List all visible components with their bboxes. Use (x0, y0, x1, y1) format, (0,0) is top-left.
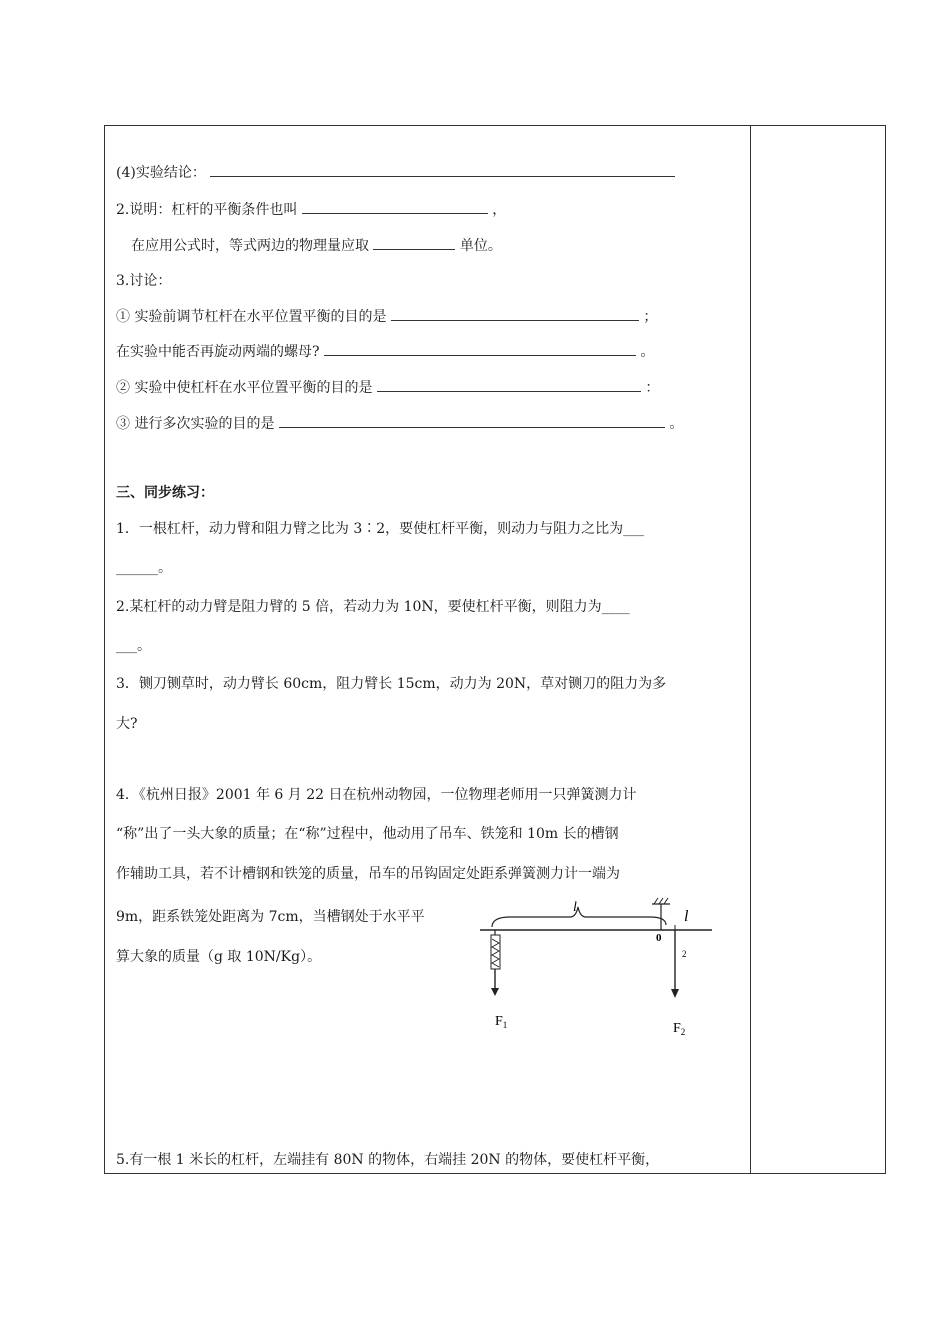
practice-4-line3: 作辅助工具，若不计槽钢和铁笼的质量，吊车的吊钩固定处距系弹簧测力计一端为 (116, 866, 620, 882)
q3-blank[interactable] (279, 413, 665, 428)
hook-hatch-3 (664, 898, 668, 904)
practice-3-line1: 3．铡刀铡草时，动力臂长 60cm，阻力臂长 15cm，动力为 20N，草对铡刀的阻力为多 (116, 676, 667, 692)
spring-scale (491, 935, 500, 969)
practice-heading: 三、同步练习： (116, 485, 214, 501)
discuss-q1b: 在实验中能否再旋动两端的螺母? 。 (116, 341, 654, 362)
hook-hatch-1 (654, 898, 658, 904)
label-f2: $F_2$ (673, 1021, 686, 1037)
label-l1: l (573, 900, 577, 915)
f1-arrowhead (491, 988, 499, 996)
l1-brace (492, 907, 666, 927)
discuss-q3: ③ 进行多次实验的目的是 。 (116, 413, 683, 434)
q1b-blank[interactable] (324, 341, 636, 356)
q1-blank[interactable] (391, 306, 639, 321)
balance-condition-blank[interactable] (302, 199, 488, 214)
practice-3-line2: 大? (116, 716, 138, 732)
label-l2-subscript: 2 (682, 949, 687, 959)
practice-5-line1: 5.有一根 1 米长的杠杆，左端挂有 80N 的物体，右端挂 20N 的物体，要使杠杆平衡， (116, 1152, 660, 1168)
discuss-label: 3.讨论： (116, 273, 172, 289)
conclusion-blank[interactable] (210, 162, 675, 177)
discuss-q2: ② 实验中使杠杆在水平位置平衡的目的是 ： (116, 377, 659, 398)
q2-blank[interactable] (377, 377, 641, 392)
label-pivot-o: 0 (656, 932, 662, 944)
discuss-q1: ① 实验前调节杠杆在水平位置平衡的目的是 ； (116, 306, 657, 327)
practice-2-line2: ___。 (116, 638, 151, 654)
practice-4-line1: 4．《杭州日报》2001 年 6 月 22 日在杭州动物园，一位物理老师用一只弹簧测力计 (116, 787, 637, 803)
practice-1-line2: ______。 (116, 560, 172, 576)
practice-4-line2: “称”出了一头大象的质量；在“称”过程中，他动用了吊车、铁笼和 10m 长的槽钢 (116, 826, 619, 842)
hook-hatch-2 (659, 898, 663, 904)
units-blank[interactable] (373, 235, 455, 250)
label-f1: $F_1$ (495, 1014, 508, 1030)
label-l2: l (684, 908, 689, 925)
units-line: 在应用公式时，等式两边的物理量应取 单位。 (131, 235, 502, 256)
practice-2-line1: 2.某杠杆的动力臂是阻力臂的 5 倍，若动力为 10N，要使杠杆平衡，则阻力为____ (116, 599, 630, 615)
explain-line: 2.说明：杠杆的平衡条件也叫 ， (116, 199, 506, 220)
conclusion-line: (4)实验结论： (116, 162, 675, 183)
practice-4-line5: 算大象的质量（g 取 10N/Kg）。 (116, 949, 322, 965)
practice-1-line1: 1．一根杠杆，动力臂和阻力臂之比为 3∶2，要使杠杆平衡，则动力与阻力之比为___ (116, 521, 645, 537)
f2-arrowhead (671, 989, 679, 998)
lever-diagram (470, 895, 760, 1045)
practice-4-line4: 9m，距系铁笼处距离为 7cm，当槽钢处于水平平 (116, 909, 425, 925)
